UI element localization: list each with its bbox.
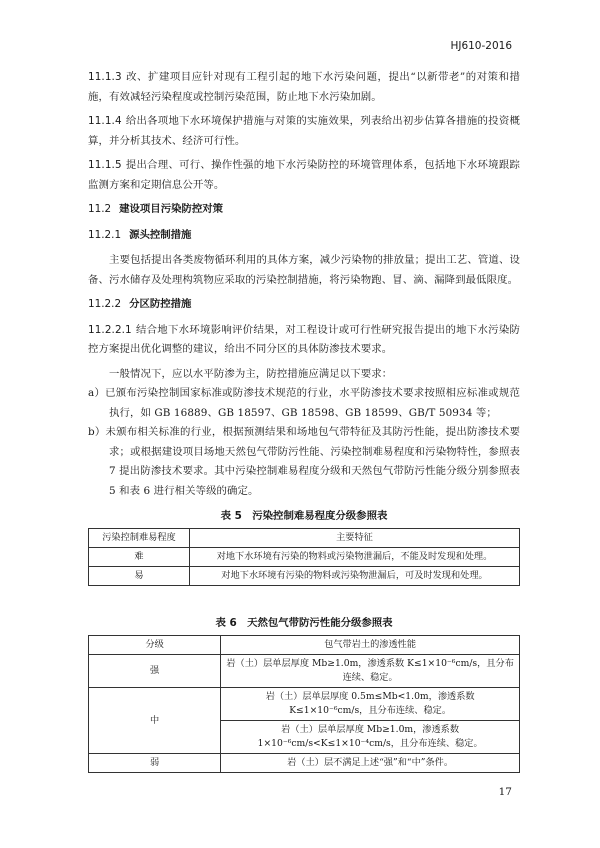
table-cell: 岩（土）层不满足上述“强”和“中”条件。 — [221, 754, 520, 773]
clause-11-1-5 — [88, 156, 520, 195]
general-requirements-paragraph: 一般情况下，应以水平防渗为主，防控措施应满足以下要求： — [109, 367, 393, 380]
clause-text: 结合地下水环境影响评价结果，对工程设计或可行性研究报告提出的地下水污染防控方案提出优化调整的建议，给出不同分区的具体防渗技术要求。 — [88, 323, 520, 355]
clause-11-2-2-1 — [88, 321, 520, 360]
table6-title: 表 6 天然包气带防污性能分级参照表 — [215, 617, 393, 629]
clause-text: 给出各项地下水环境保护措施与对策的实施效果，列表给出初步估算各措施的投资概算，并分析其技术、经济可行性。 — [88, 115, 520, 147]
table6 — [88, 635, 520, 773]
table-row — [89, 655, 520, 688]
section-title: 建设项目污染防控对策 — [119, 203, 224, 215]
clause-number: 11.2.2.1 — [88, 323, 132, 336]
source-control-paragraph: 主要包括提出各类废物循环利用的具体方案，减少污染物的排放量；提出工艺、管道、设备、污水储存及处理构筑物应采取的污染控制措施，将污染物跑、冒、滴、漏降到最低限度。 — [88, 254, 520, 286]
clause-number: 11.1.3 — [88, 71, 122, 83]
table-cell: 中 — [89, 688, 221, 754]
page-content — [88, 68, 520, 773]
table-header-cell: 污染控制难易程度 — [89, 529, 190, 548]
table-row — [89, 567, 520, 586]
table5-title: 表 5 污染控制难易程度分级参照表 — [220, 510, 388, 522]
table-header-cell: 主要特征 — [190, 529, 520, 548]
table-header-row — [89, 636, 520, 655]
clause-number: 11.1.5 — [88, 159, 122, 171]
list-item-label: b） — [88, 426, 106, 438]
clause-number: 11.1.4 — [88, 115, 122, 127]
clause-text: 提出合理、可行、操作性强的地下水污染防控的环境管理体系，包括地下水环境跟踪监测方案和定期信息公开等。 — [88, 159, 520, 191]
table-header-cell: 包气带岩土的渗透性能 — [221, 636, 520, 655]
table-cell: 弱 — [89, 754, 221, 773]
table-cell: 易 — [89, 567, 190, 586]
document-code: HJ610-2016 — [450, 40, 512, 52]
table-cell: 对地下水环境有污染的物料或污染物泄漏后，可及时发现和处理。 — [190, 567, 520, 586]
table-header-cell: 分级 — [89, 636, 221, 655]
list-item-text: 已颁布污染控制国家标准或防渗技术规范的行业，水平防渗技术要求按照相应标准或规范执行，如 GB 16889、GB 18597、GB 18598、GB 18599、GB/T 50934 等； — [105, 387, 520, 419]
list-item-label: a） — [88, 387, 106, 399]
section-title: 源头控制措施 — [129, 228, 192, 241]
table-row — [89, 548, 520, 567]
section-number: 11.2.2 — [88, 298, 122, 310]
section-heading-11-2-2 — [88, 295, 520, 315]
list-item-a — [88, 384, 520, 423]
section-heading-11-2 — [88, 200, 520, 220]
table-row — [89, 688, 520, 721]
page-number: 17 — [498, 786, 512, 798]
table5 — [88, 528, 520, 586]
section-number: 11.2 — [88, 203, 112, 215]
table-cell: 难 — [89, 548, 190, 567]
table-row — [89, 754, 520, 773]
clause-11-1-3 — [88, 68, 520, 107]
section-number: 11.2.1 — [88, 228, 122, 241]
section-heading-11-2-1 — [88, 226, 520, 246]
table-cell: 强 — [89, 655, 221, 688]
table-cell: 岩（土）层单层厚度 Mb≥1.0m，渗透系数 K≤1×10⁻⁶cm/s，且分布连续、稳定。 — [221, 655, 520, 688]
list-item-b — [88, 423, 520, 501]
table-cell: 岩（土）层单层厚度 0.5m≤Mb<1.0m，渗透系数 K≤1×10⁻⁶cm/s，且分布连续、稳定。 — [221, 688, 520, 721]
list-item-text: 未颁布相关标准的行业，根据预测结果和场地包气带特征及其防污性能，提出防渗技术要求；或根据建设项目场地天然包气带防污性能、污染控制难易程度和污染物特性，参照表 7 提出防渗技术要求。其中污染控制难易程度分级和天然包气带防污性能分级分别参照表 5 和表 6 进行相关等级的确定。 — [105, 426, 520, 497]
section-title: 分区防控措施 — [129, 298, 192, 310]
table-header-row — [89, 529, 520, 548]
clause-text: 改、扩建项目应针对现有工程引起的地下水污染问题，提出“以新带老”的对策和措施，有效减轻污染程度或控制污染范围，防止地下水污染加剧。 — [88, 71, 520, 103]
table-cell: 岩（土）层单层厚度 Mb≥1.0m，渗透系数 1×10⁻⁶cm/s<K≤1×10⁻⁴cm/s，且分布连续、稳定。 — [221, 721, 520, 754]
table-cell: 对地下水环境有污染的物料或污染物泄漏后，不能及时发现和处理。 — [190, 548, 520, 567]
clause-11-1-4 — [88, 112, 520, 151]
